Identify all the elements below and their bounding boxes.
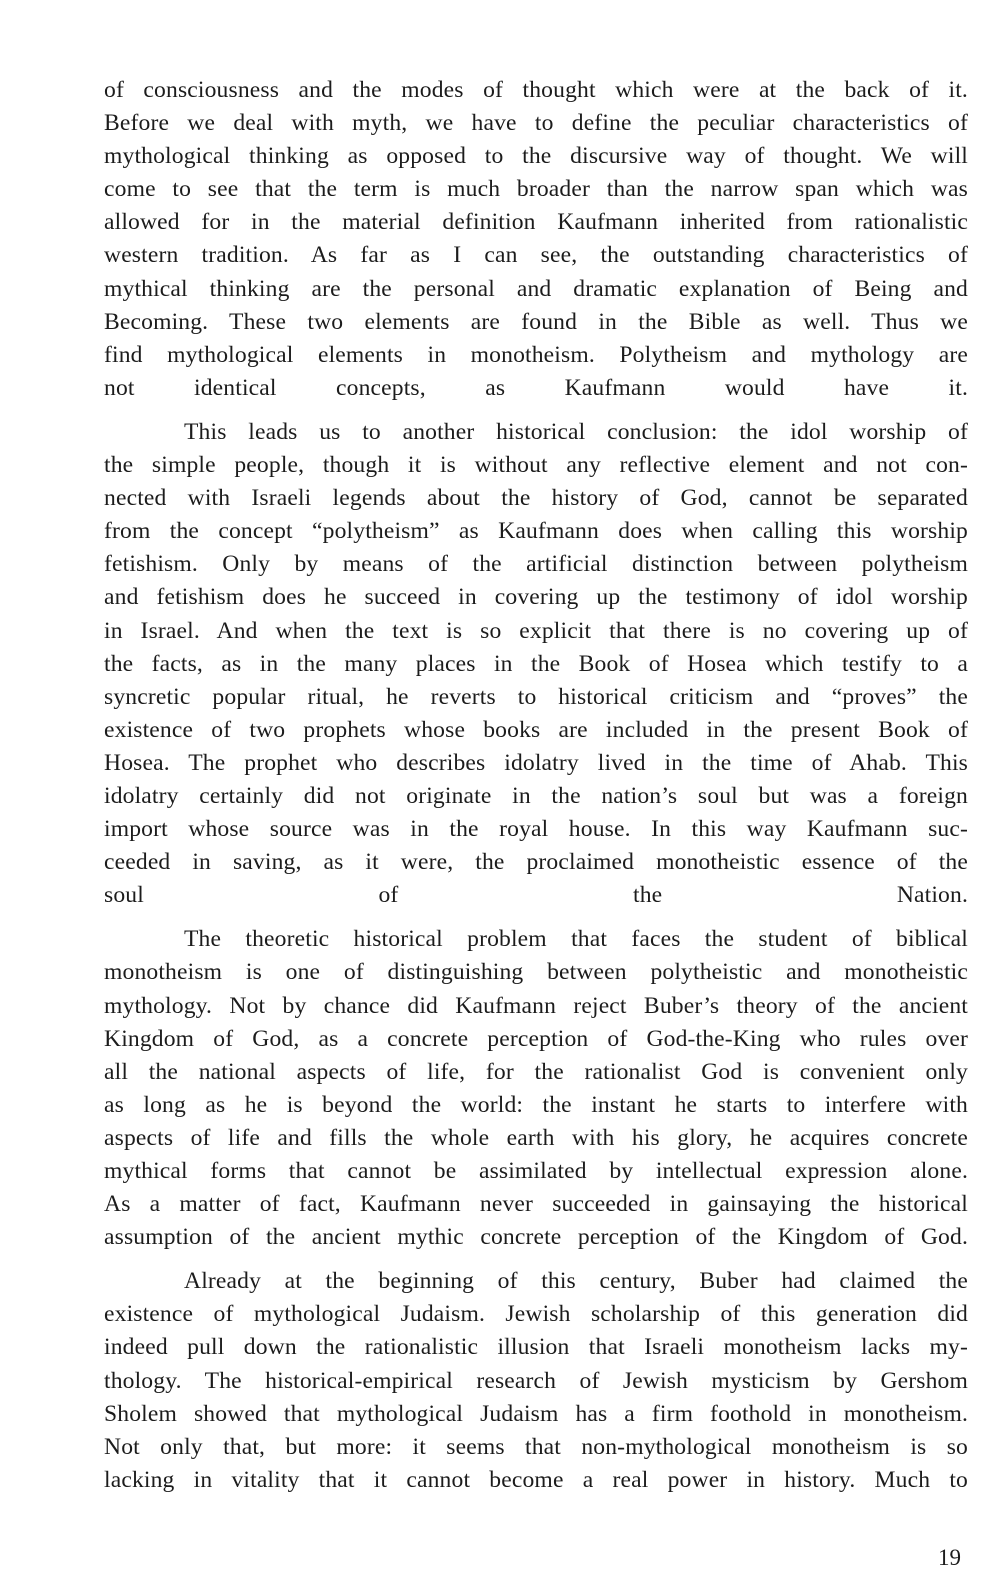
- text-line: mythology. Not by chance did Kaufmann reject Buber’s theory of the ancient: [104, 992, 968, 1019]
- paragraph-1: [104, 74, 968, 405]
- text-line: of consciousness and the modes of thought which were at the back of it.: [104, 77, 968, 103]
- text-line: the simple people, though it is without any reflective element and not con-: [104, 452, 968, 479]
- text-line: as long as he is beyond the world: the instant he starts to interfere with: [104, 1091, 968, 1118]
- text-line: mythological thinking as opposed to the discursive way of thought. We will: [104, 143, 968, 170]
- text-line: Kingdom of God, as a concrete perception of God-the-King who rules over: [104, 1025, 968, 1052]
- paragraph-4: [104, 1265, 968, 1497]
- text-line: fetishism. Only by means of the artificial distinction between polytheism: [104, 551, 968, 578]
- text-line: indeed pull down the rationalistic illusion that Israeli monotheism lacks my-: [104, 1334, 968, 1361]
- text-line: come to see that the term is much broader than the narrow span which was: [104, 176, 968, 203]
- text-line: Already at the beginning of this century, Buber had claimed the: [184, 1268, 968, 1295]
- text-line: Becoming. These two elements are found in the Bible as well. Thus we: [104, 308, 968, 335]
- text-line: in Israel. And when the text is so explicit that there is no covering up of: [104, 617, 968, 644]
- page-number: 19: [938, 1545, 961, 1570]
- text-line: the facts, as in the many places in the Book of Hosea which testify to a: [104, 650, 968, 677]
- text-line: and fetishism does he succeed in covering up the testimony of idol worship: [104, 584, 968, 611]
- text-line: Sholem showed that mythological Judaism has a firm foothold in monotheism.: [104, 1400, 968, 1427]
- paragraph-2: [104, 416, 968, 912]
- text-line: idolatry certainly did not originate in the nation’s soul but was a foreign: [104, 782, 968, 809]
- text-line: This leads us to another historical conclusion: the idol worship of: [184, 418, 968, 445]
- text-line: existence of two prophets whose books are included in the present Book of: [104, 716, 968, 743]
- text-line: nected with Israeli legends about the history of God, cannot be separated: [104, 485, 968, 512]
- text-line: soul of the Nation.: [104, 882, 968, 909]
- text-line: Not only that, but more: it seems that non-mythological monotheism is so: [104, 1433, 968, 1460]
- text-line: existence of mythological Judaism. Jewish scholarship of this generation did: [104, 1301, 968, 1328]
- text-line: import whose source was in the royal house. In this way Kaufmann suc-: [104, 816, 968, 843]
- text-line: aspects of life and fills the whole earth with his glory, he acquires concrete: [104, 1124, 968, 1151]
- document-body: [104, 74, 968, 1497]
- text-line: mythical thinking are the personal and dramatic explanation of Being and: [104, 275, 968, 302]
- text-line: Before we deal with myth, we have to define the peculiar characteristics of: [104, 110, 968, 137]
- text-line: ceeded in saving, as it were, the proclaimed monotheistic essence of the: [104, 849, 968, 876]
- text-line: thology. The historical-empirical research of Jewish mysticism by Gershom: [104, 1367, 968, 1394]
- text-line: allowed for in the material definition Kaufmann inherited from rationalistic: [104, 209, 968, 236]
- text-line: As a matter of fact, Kaufmann never succeeded in gainsaying the historical: [104, 1191, 968, 1218]
- text-line: lacking in vitality that it cannot become a real power in history. Much to: [104, 1466, 968, 1493]
- text-line: mythical forms that cannot be assimilated by intellectual expression alone.: [104, 1158, 968, 1184]
- text-line: find mythological elements in monotheism. Polytheism and mythology are: [104, 341, 968, 368]
- text-line: The theoretic historical problem that faces the student of biblical: [184, 926, 968, 953]
- text-line: monotheism is one of distinguishing between polytheistic and monotheistic: [104, 959, 968, 986]
- text-line: syncretic popular ritual, he reverts to historical criticism and “proves” the: [104, 683, 968, 710]
- text-line: assumption of the ancient mythic concrete perception of the Kingdom of God.: [104, 1224, 968, 1251]
- text-line: western tradition. As far as I can see, the outstanding characteristics of: [104, 242, 968, 269]
- paragraph-3: [104, 923, 968, 1254]
- text-line: all the national aspects of life, for the rationalist God is convenient only: [104, 1058, 968, 1085]
- text-line: Hosea. The prophet who describes idolatry lived in the time of Ahab. This: [104, 749, 968, 776]
- text-line: from the concept “polytheism” as Kaufmann does when calling this worship: [104, 518, 968, 545]
- text-line: not identical concepts, as Kaufmann would have it.: [104, 374, 968, 401]
